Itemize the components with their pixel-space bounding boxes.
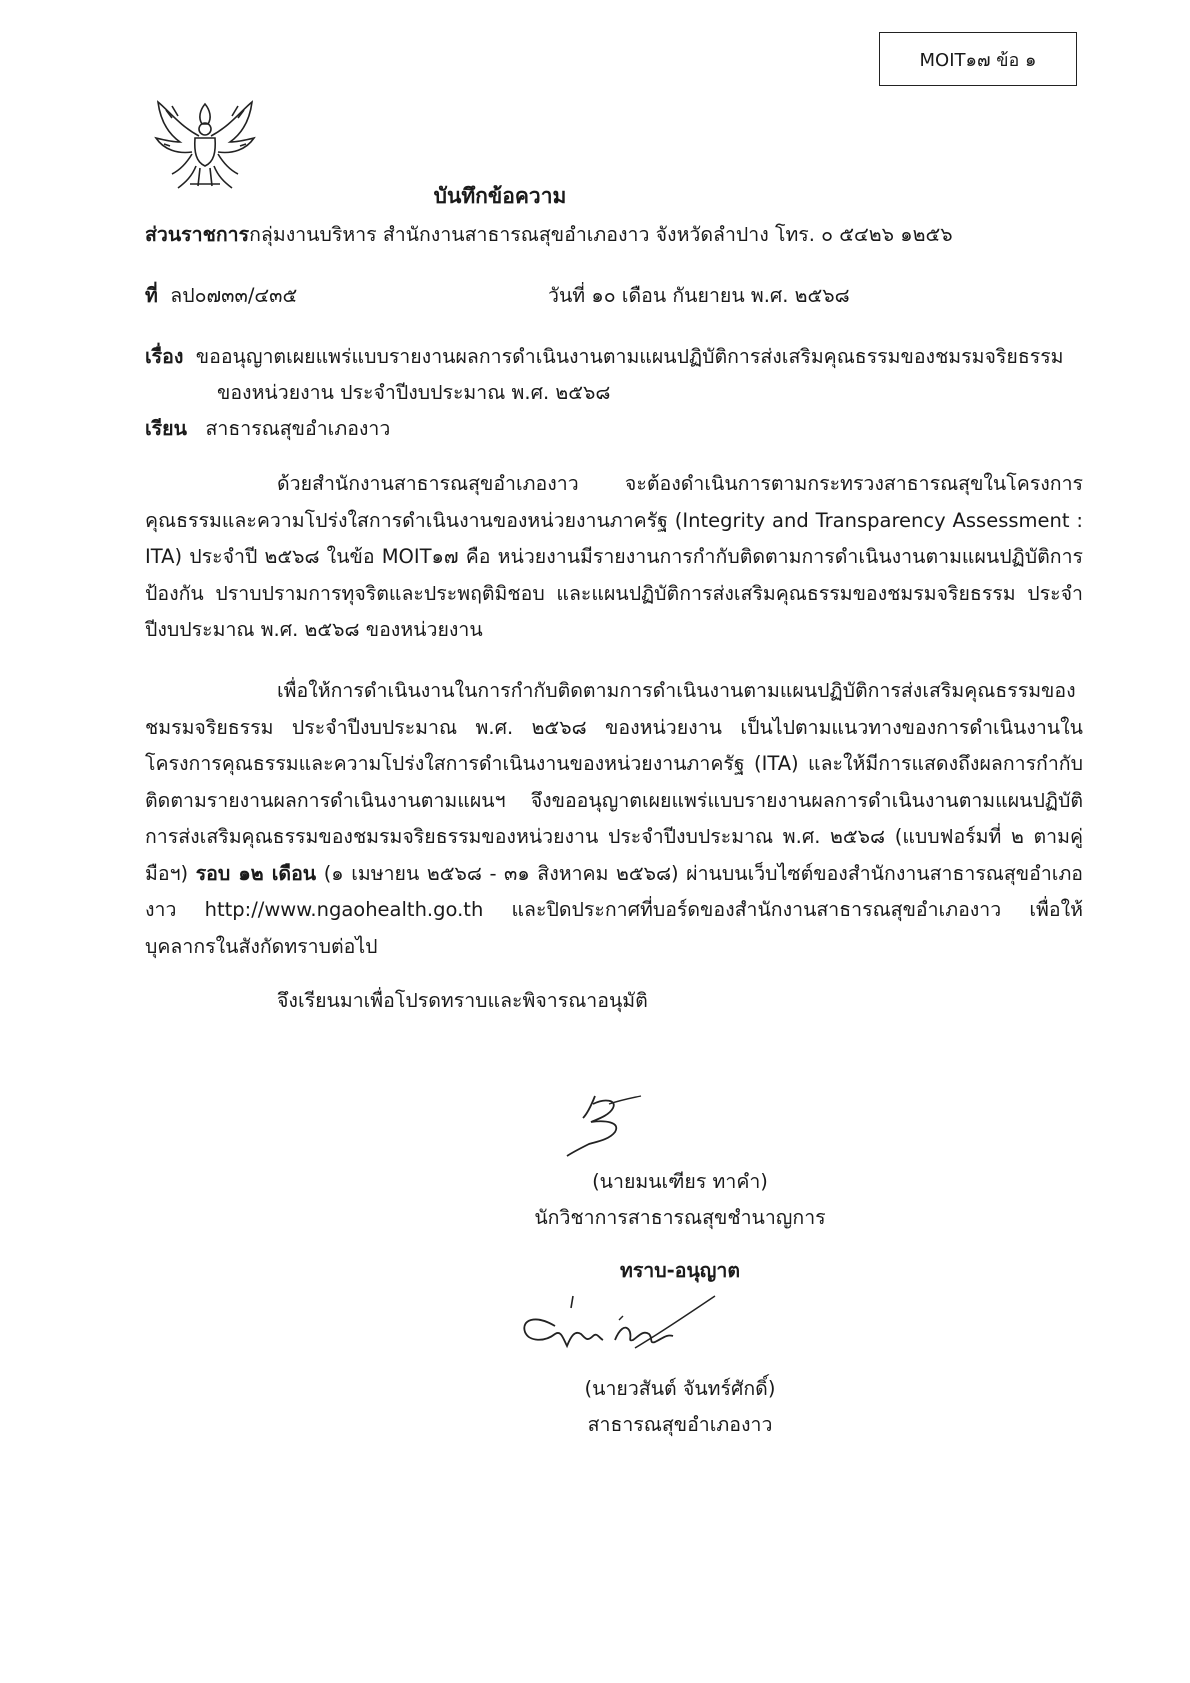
- subject-line-1: [145, 341, 1064, 372]
- paragraph-2-part-2: (๑ เมษายน ๒๕๖๘ - ๓๑ สิงหาคม ๒๕๖๘) ผ่านบนเว็บไซต์ของสำนักงานสาธารณสุขอำเภองาว http://www.ngaohealth.go.th และปิดประกาศที่บอร์ดของสำนักงานสาธารณสุขอำเภองาว เพื่อให้บุคลากรในสังกัดทราบต่อไป: [145, 861, 1084, 958]
- body-paragraph-1: ด้วยสำนักงานสาธารณสุขอำเภองาว จะต้องดำเนินการตามกระทรวงสาธารณสุขในโครงการคุณธรรมและความโปร่งใสการดำเนินงานของหน่วยงานภาครัฐ (Integrity and Transparency Assessment : ITA) ประจำปี ๒๕๖๘ ในข้อ MOIT๑๗ คือ หน่วยงานมีรายงานการกำกับติดตามการดำเนินงานตามแผนปฏิบัติการป้องกัน ปราบปรามการทุจริตและประพฤติมิชอบ และแผนปฏิบัติการส่งเสริมคุณธรรมของชมรมจริยธรรม ประจำปีงบประมาณ พ.ศ. ๒๕๖๘ ของหน่วยงาน: [145, 472, 1083, 641]
- reference-box: [879, 32, 1077, 86]
- closing-line: จึงเรียนมาเพื่อโปรดทราบและพิจารณาอนุมัติ: [277, 989, 648, 1012]
- reference-code: MOIT๑๗ ข้อ ๑: [919, 49, 1037, 71]
- subject-label: เรื่อง: [145, 345, 184, 368]
- signer-2-position: สาธารณสุขอำเภองาว: [587, 1413, 773, 1436]
- recipient-value: สาธารณสุขอำเภองาว: [205, 417, 391, 440]
- signer-1-position: นักวิชาการสาธารณสุขชำนาญการ: [534, 1206, 826, 1229]
- signature-2-image: [515, 1290, 720, 1360]
- agency-value: กลุ่มงานบริหาร สำนักงานสาธารณสุขอำเภองาว จังหวัดลำปาง โทร. ๐ ๕๔๒๖ ๑๒๕๖: [249, 223, 953, 246]
- memo-title: บันทึกข้อความ: [433, 184, 567, 208]
- doc-number-label: ที่: [145, 284, 158, 307]
- body-paragraph-2: [145, 673, 1083, 965]
- doc-date: วันที่ ๑๐ เดือน กันยายน พ.ศ. ๒๕๖๘: [548, 284, 850, 307]
- signer-1-name: (นายมนเฑียร ทาคำ): [592, 1170, 768, 1193]
- paragraph-2-bold: รอบ ๑๒ เดือน: [195, 861, 317, 885]
- paragraph-2-part-1: เพื่อให้การดำเนินงานในการกำกับติดตามการดำเนินงานตามแผนปฏิบัติการส่งเสริมคุณธรรมของชมรมจริยธรรม ประจำปีงบประมาณ พ.ศ. ๒๕๖๘ ของหน่วยงาน เป็นไปตามแนวทางของการดำเนินงานในโครงการคุณธรรมและความโปร่งใสการดำเนินงานของหน่วยงานภาครัฐ (ITA) และให้มีการแสดงถึงผลการกำกับติดตามรายงานผลการดำเนินงานตามแผนฯ จึงขออนุญาตเผยแพร่แบบรายงานผลการดำเนินงานตามแผนปฏิบัติการส่งเสริมคุณธรรมของชมรมจริยธรรมของหน่วยงาน ประจำปีงบประมาณ พ.ศ. ๒๕๖๘ (แบบฟอร์มที่ ๒ ตามคู่มือฯ): [145, 679, 1083, 885]
- subject-line-2: ของหน่วยงาน ประจำปีงบประมาณ พ.ศ. ๒๕๖๘: [217, 381, 611, 404]
- agency-label: ส่วนราชการ: [145, 223, 250, 246]
- signer-2-name: (นายวสันต์ จันทร์ศักดิ์): [584, 1377, 776, 1400]
- doc-number-line: [145, 280, 297, 311]
- recipient-label: เรียน: [145, 417, 187, 440]
- agency-line: [145, 219, 953, 250]
- subject-text-1: ขออนุญาตเผยแพร่แบบรายงานผลการดำเนินงานตามแผนปฏิบัติการส่งเสริมคุณธรรมของชมรมจริยธรรม: [195, 345, 1064, 368]
- doc-number-value: ลป๐๗๓๓/๔๓๕: [170, 284, 298, 307]
- recipient-line: [145, 413, 390, 444]
- approval-text: ทราบ-อนุญาต: [619, 1259, 741, 1282]
- signature-1-image: [565, 1090, 655, 1160]
